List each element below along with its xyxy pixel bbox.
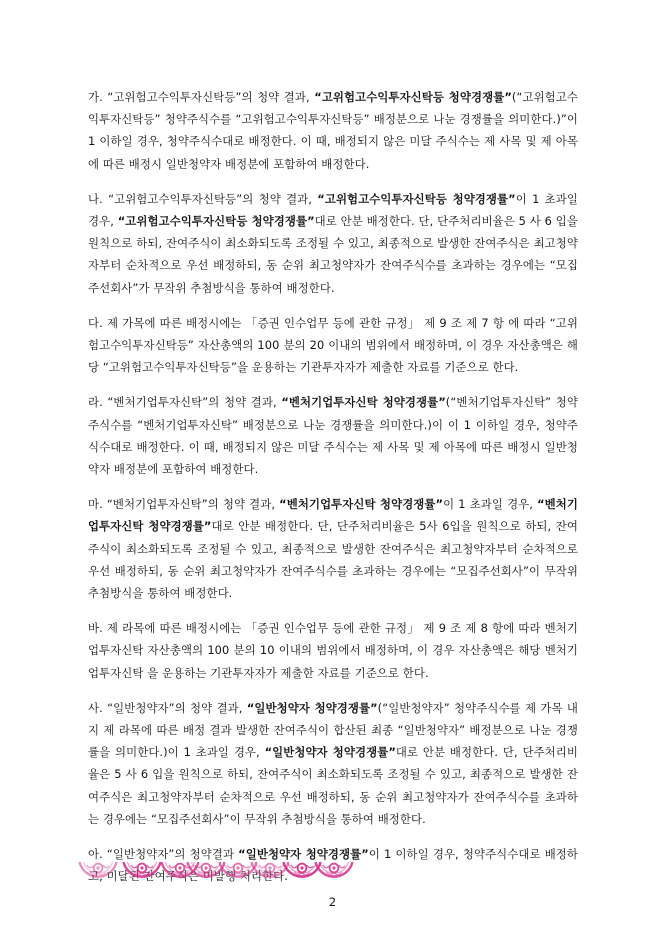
body-text: (“일반청약자” 청약주식수를 제 가목 내지 제 라목에 따른 배정 결과 발생한 잔여주식이 합산된 최종 “일반청약자” 배정분으로 나눈 경쟁률을 의미한다.)이 1 초과일 경우, (88, 700, 578, 760)
body-text: 이 1 이하일 경우, 청약주식수대로 배정하고, 미달된 잔여주식은 미발행 처리한다. (88, 847, 579, 884)
document-body (88, 86, 578, 888)
para-ra (88, 391, 578, 480)
para-ma (88, 493, 578, 604)
emphasized-term: “벤처기업투자신탁 청약경쟁률” (88, 497, 578, 534)
para-sa (88, 697, 578, 830)
body-text: 대로 안분 배정한다. 단, 단주처리비율은 5사 6입을 원칙으로 하되, 잔여주식이 최소화되도록 조정될 수 있고, 최종적으로 발생한 잔여주식은 최고청약자부터 순차적으로 우선 배정하되, 동 순위 최고청약자가 잔여주식수를 초과하는 경우에는 “모집주선회사”이 무작위 추첨방식을 통하여 배정한다. (88, 519, 579, 601)
emphasized-term: “일반청약자 청약경쟁률” (246, 700, 378, 715)
body-text: 대로 안분 배정한다. 단, 단주처리비율은 5 사 6 입을 원칙으로 하되, 잔여주식이 최소화되도록 조정될 수 있고, 최종적으로 발생한 잔여주식은 최고청약자부터 순차적으로 우선 배정하되, 동 순위 최고청약자가 잔여주식수를 초과하는 경우에는 “모집주선회사”가 무작위 추첨방식을 통하여 배정한다. (88, 214, 578, 295)
body-text: 이 1 초과일 경우, (88, 191, 578, 229)
emphasized-term: “벤처기업투자신탁 청약경쟁률” (281, 395, 446, 410)
para-na (88, 188, 578, 299)
body-text: 가. “고위험고수익투자신탁등”의 청약 결과, (88, 90, 315, 104)
para-ba (88, 617, 578, 684)
seal-stamp-icon (314, 862, 354, 896)
seal-stamp-icon (78, 862, 118, 896)
seal-stamp-icon (122, 862, 162, 896)
emphasized-term: “고위험고수익투자신탁등 청약경쟁률” (314, 90, 512, 104)
emphasized-term: “벤처기업투자신탁 청약경쟁률” (279, 497, 444, 512)
emphasized-term: “고위험고수익투자신탁등 청약경쟁률” (117, 214, 315, 229)
emphasized-term: “일반청약자 청약경쟁률” (238, 847, 369, 862)
para-da (88, 312, 578, 379)
body-text: 사. “일반청약자”의 청약 결과, (88, 700, 247, 715)
body-text: 라. “벤처기업투자신탁”의 청약 결과, (88, 395, 282, 410)
body-text: (“벤처기업투자신탁” 청약주식수를 “벤처기업투자신탁” 배정분으로 나눈 경쟁률을 의미한다.)이 이 1 이하일 경우, 청약주식수대로 배정한다. 이 때, 배정되지 않은 미달 주식수는 제 사목 및 제 아목에 따른 배정시 일반청약자 배정분에 포함하여 배정한다. (88, 395, 578, 477)
body-text: 바. 제 라목에 따른 배정시에는 「증권 인수업무 등에 관한 규정」 제 9 조 제 8 항에 따라 벤처기업투자신탁 자산총액의 100 분의 10 이내의 범위에서 배정하며, 이 경우 자산총액은 해당 벤처기업투자신탁 을 운용하는 기관투자자가 제출한 자료를 기준으로 한다. (88, 621, 578, 680)
body-text: 나. “고위험고수익투자신탁등”의 청약 결과, (88, 191, 318, 206)
body-text: 아. “일반청약자”의 청약결과 (88, 847, 239, 862)
body-text: (“고위험고수익투자신탁등” 청약주식수를 “고위험고수익투자신탁등” 배정분으로 나눈 경쟁률을 의미한다.)”이 1 이하일 경우, 청약주식수대로 배정한다. 이 때, 배정되지 않은 미달 주식수는 제 사목 및 제 아목에 따른 배정시 일반청약자 배정분에 포함하여 배정한다. (88, 90, 578, 171)
seal-stamp-row (78, 862, 378, 896)
emphasized-term: “고위험고수익투자신탁등 청약경쟁률” (317, 191, 516, 206)
body-text: 이 1 초과일 경우, (443, 497, 538, 512)
emphasized-term: “일반청약자 청약경쟁률” (264, 745, 396, 760)
body-text: 대로 안분 배정한다. 단, 단주처리비율은 5 사 6 입을 원칙으로 하되, 잔여주식이 최소화되도록 조정될 수 있고, 최종적으로 발생한 잔여주식은 최고청약자부터 순차적으로 우선 배정하되, 동 순위 최고청약자가 잔여주식수를 초과하는 경우에는 “모집주선회사”이 무작위 추첨방식을 통하여 배정한다. (88, 745, 578, 826)
page-number: 2 (328, 895, 337, 909)
body-text: 다. 제 가목에 따른 배정시에는 「증권 인수업무 등에 관한 규정」 제 9 조 제 7 항 에 따라 “고위험고수익투자신탁등” 자산총액의 100 분의 20 이내의 범위에서 배정하며, 이 경우 자산총액은 해당 “고위험고수익투자신탁등”을 운용하는 기관투자자가 제출한 자료를 기준으로 한다. (88, 315, 578, 375)
para-ga (88, 86, 578, 175)
body-text: 마. “벤처기업투자신탁”의 청약 결과, (88, 497, 280, 512)
